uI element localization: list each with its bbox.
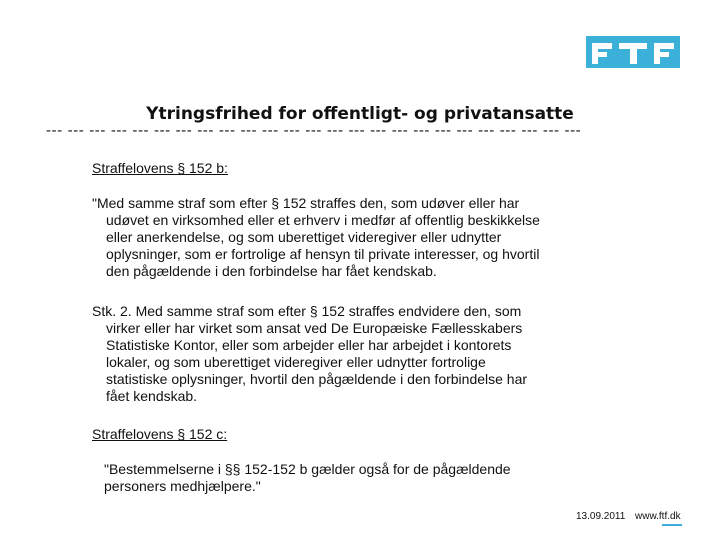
- quote-line: personers medhjælpere.": [104, 478, 261, 494]
- quote-line: udøvet en virksomhed eller et erhverv i medfør af offentlig beskikkelse: [106, 212, 540, 228]
- heading-152c: [92, 426, 632, 443]
- footer-url[interactable]: www.ftf.dk: [635, 511, 681, 522]
- stk2-line: fået kendskab.: [106, 388, 198, 404]
- ftf-logo: [586, 36, 680, 68]
- dash-divider: --- --- --- --- --- --- --- --- --- --- --- --- --- --- --- --- --- --- --- --- --- --- --- --- ---: [46, 123, 582, 139]
- footer-accent-bar: [662, 524, 682, 526]
- stk2-line: Stk. 2. Med samme straf som efter § 152 straffes endvidere den, som: [92, 303, 522, 319]
- quote-line: oplysninger, som er fortrolige af hensyn til private interesser, og hvortil: [106, 246, 540, 262]
- quote-line: eller anerkendelse, og som uberettiget videregiver eller udnytter: [106, 229, 502, 245]
- stk2-paragraph: [92, 303, 632, 405]
- quote-line: "Med samme straf som efter § 152 straffes den, som udøver eller har: [92, 195, 520, 211]
- quote-152c: [104, 461, 644, 495]
- slide-title: Ytringsfrihed for offentligt- og privatansatte: [146, 104, 574, 124]
- stk2-line: Statistiske Kontor, eller som arbejder eller har arbejdet i kontorets: [106, 337, 512, 353]
- stk2-line: lokaler, og som uberettiget videregiver eller udnytter fortrolige: [106, 354, 486, 370]
- heading-text: Straffelovens § 152 c:: [92, 426, 228, 442]
- quote-line: den pågældende i den forbindelse har fået kendskab.: [106, 263, 437, 279]
- quote-line: "Bestemmelserne i §§ 152-152 b gælder også for de pågældende: [104, 461, 511, 477]
- heading-152b: [92, 160, 632, 177]
- stk2-line: statistiske oplysninger, hvortil den pågældende i den forbindelse har: [106, 371, 528, 387]
- stk2-line: virker eller har virket som ansat ved De Europæiske Fællesskabers: [106, 320, 523, 336]
- heading-text: Straffelovens § 152 b:: [92, 160, 228, 176]
- footer-date: 13.09.2011: [576, 511, 626, 522]
- quote-152b: [92, 195, 632, 280]
